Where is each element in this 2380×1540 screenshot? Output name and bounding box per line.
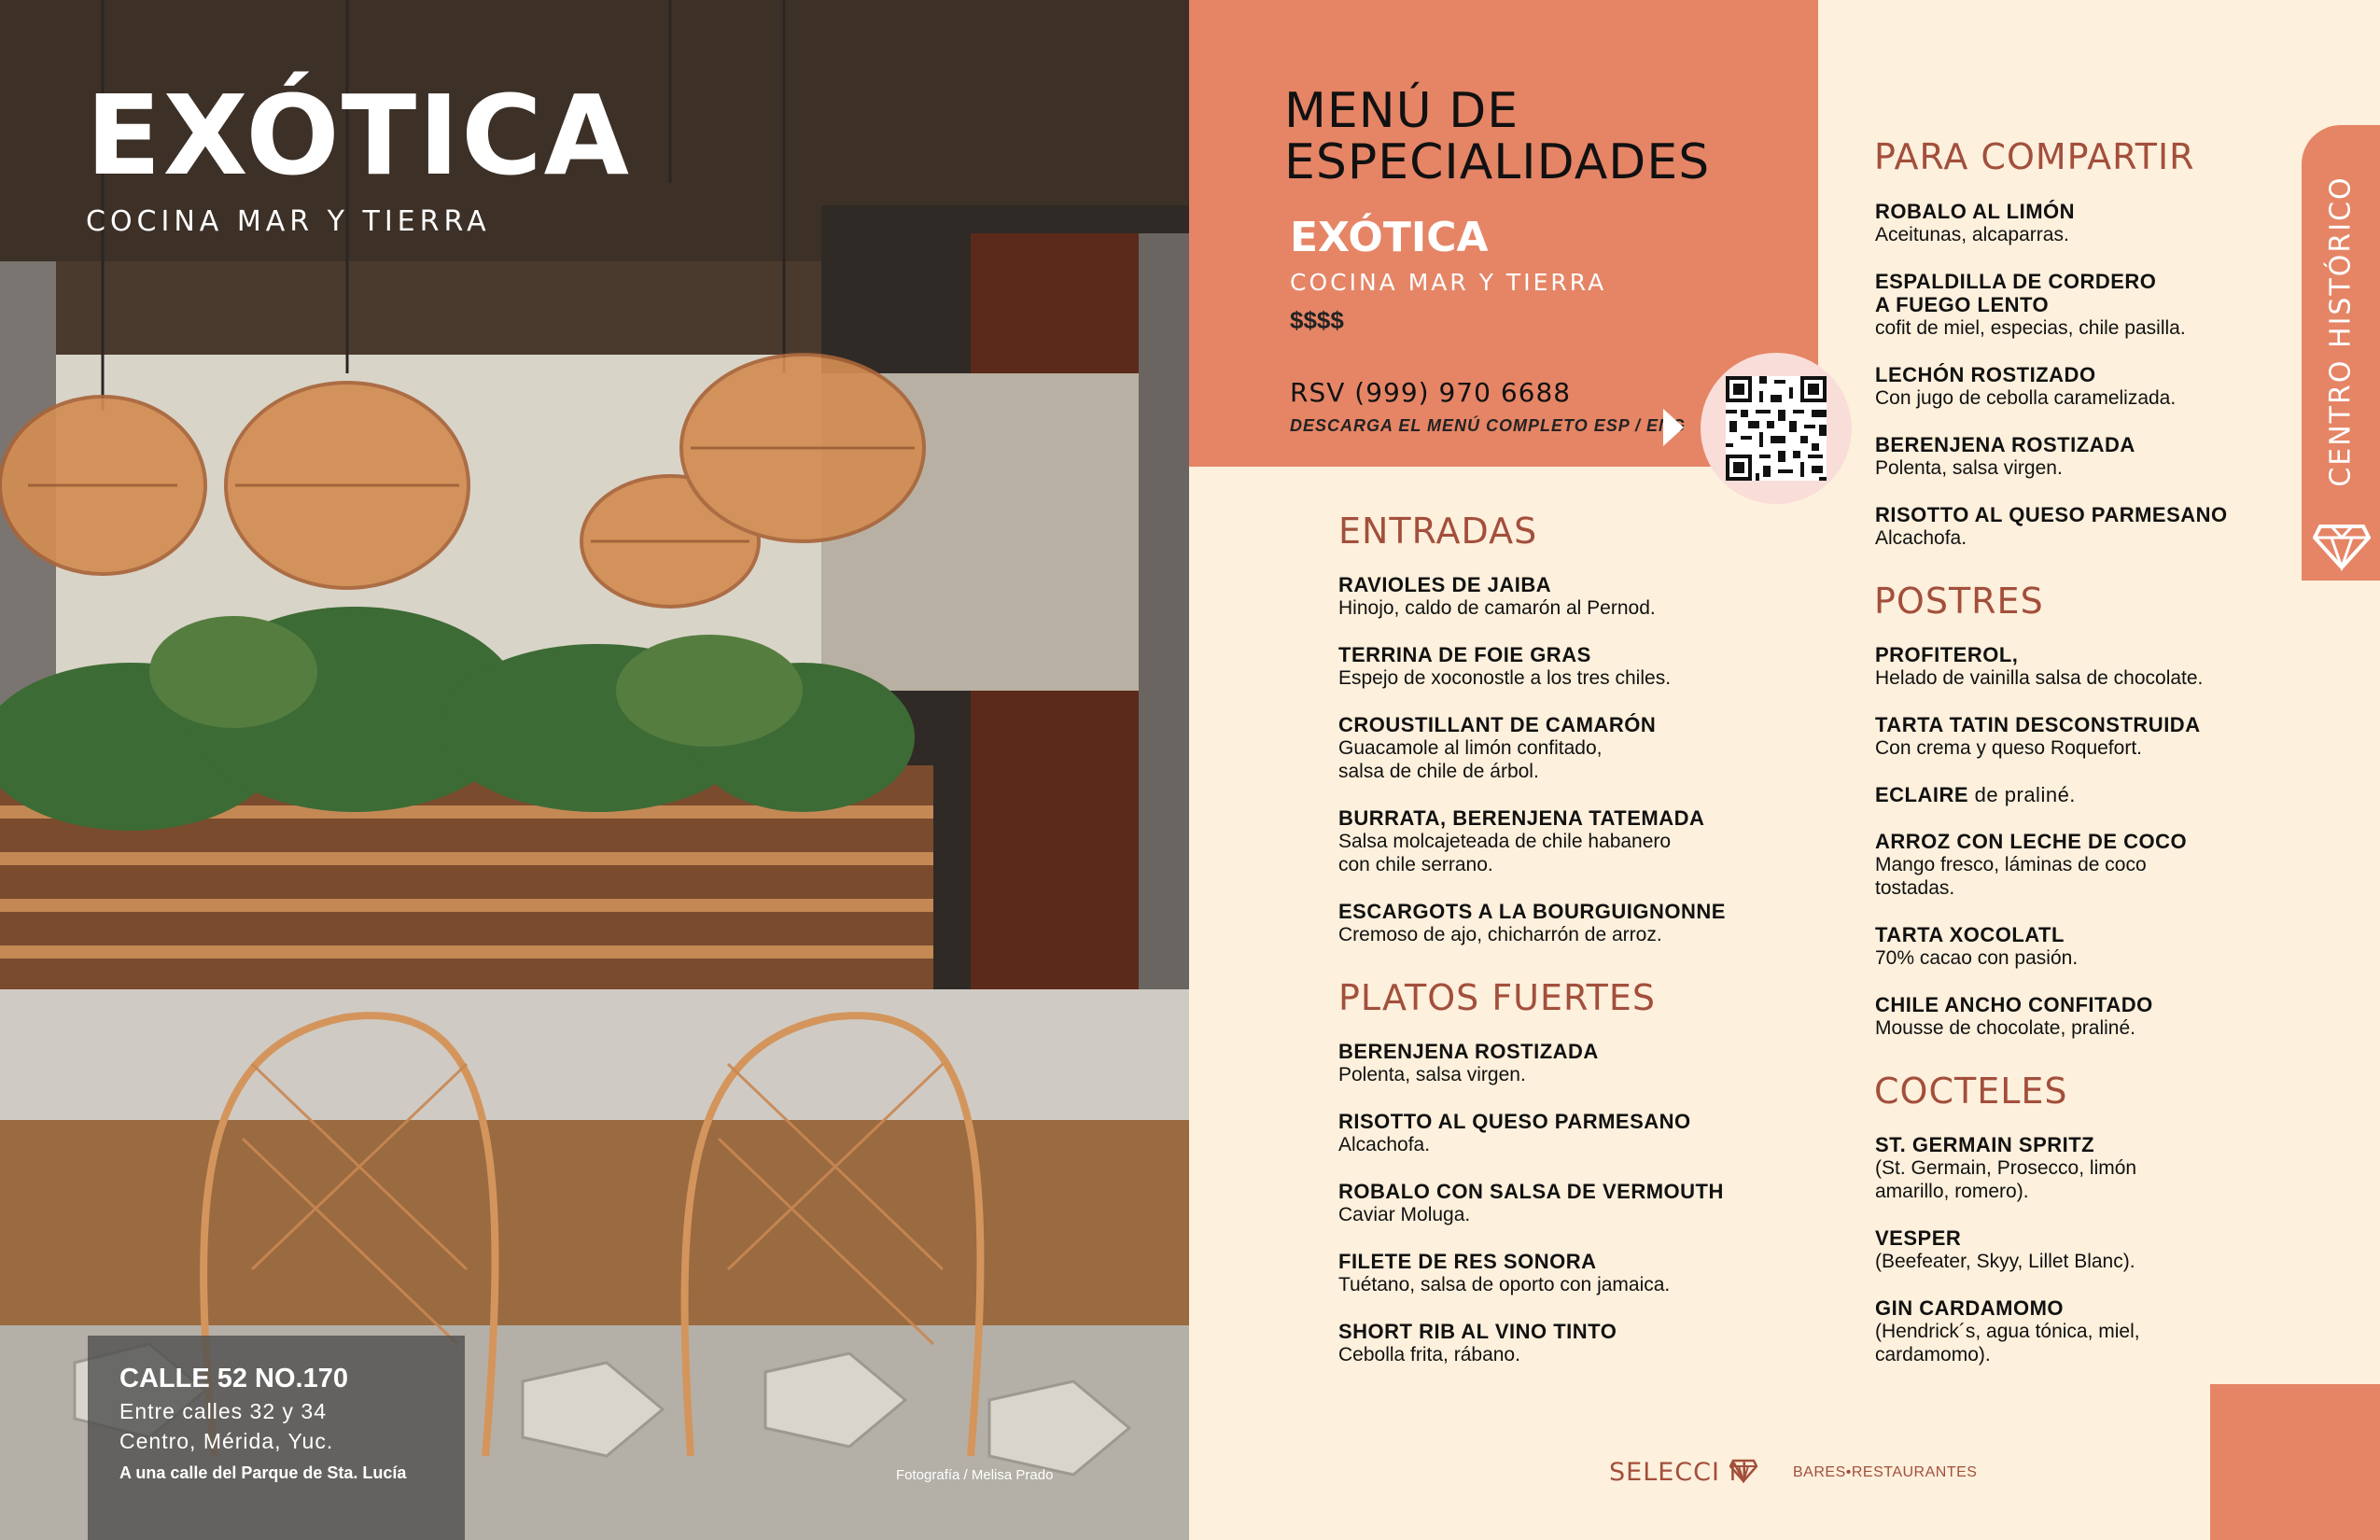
menu-item: [1338, 900, 1726, 946]
section-title-para-compartir: PARA COMPARTIR: [1874, 136, 2195, 177]
item-description-2: con chile serrano.: [1338, 854, 1493, 875]
item-description-2: cardamomo).: [1875, 1344, 1991, 1365]
item-description: Con jugo de cebolla caramelizada.: [1875, 387, 2177, 409]
item-name: [1875, 783, 2076, 806]
item-name: BERENJENA ROSTIZADA: [1338, 1040, 1599, 1063]
item-name: ROBALO AL LIMÓN: [1875, 200, 2076, 223]
menu-item: [1875, 1296, 2140, 1366]
item-name: CROUSTILLANT DE CAMARÓN: [1338, 713, 1657, 736]
menu-item: [1338, 1040, 1599, 1086]
item-name: ROBALO CON SALSA DE VERMOUTH: [1338, 1180, 1724, 1203]
item-description: Polenta, salsa virgen.: [1338, 1064, 1526, 1085]
download-menu-text: DESCARGA EL MENÚ COMPLETO ESP / ENG: [1290, 416, 1687, 435]
address-between: Entre calles 32 y 34: [119, 1399, 328, 1423]
menu-title: [1284, 83, 1711, 190]
menu-item: [1338, 1320, 1617, 1366]
menu-item: [1338, 806, 1704, 876]
item-description-2: salsa de chile de árbol.: [1338, 761, 1539, 782]
item-description: Mousse de chocolate, praliné.: [1875, 1017, 2135, 1039]
item-description: Alcachofa.: [1875, 527, 1967, 549]
price-level: $$$$: [1290, 306, 1344, 334]
footer-subbrand: BARES•RESTAURANTES: [1793, 1464, 1978, 1480]
section-title-cocteles: COCTELES: [1874, 1071, 2068, 1112]
menu-item: [1338, 1110, 1691, 1156]
item-name: RAVIOLES DE JAIBA: [1338, 573, 1552, 596]
footer-brand: SELECCI N: [1609, 1458, 1749, 1487]
menu-item: [1875, 923, 2078, 970]
item-name: LECHÓN ROSTIZADO: [1875, 363, 2096, 386]
menu-item: [1875, 783, 2076, 806]
item-description: Alcachofa.: [1338, 1134, 1431, 1155]
item-name-bold: ECLAIRE: [1875, 783, 1969, 806]
menu-item: [1338, 713, 1656, 783]
item-name: ST. GERMAIN SPRITZ: [1875, 1133, 2095, 1156]
item-description: Cebolla frita, rábano.: [1338, 1344, 1520, 1365]
item-description: (St. Germain, Prosecco, limón: [1875, 1157, 2137, 1179]
section-title-entradas: ENTRADAS: [1338, 511, 1538, 552]
item-description: Espejo de xoconostle a los tres chiles.: [1338, 667, 1672, 689]
corner-accent: [2210, 1384, 2380, 1540]
item-name-2: A FUEGO LENTO: [1875, 293, 2050, 316]
qr-code-badge[interactable]: [1701, 353, 1852, 504]
item-description: Cremoso de ajo, chicharrón de arroz.: [1338, 924, 1662, 945]
restaurant-subtitle: COCINA MAR Y TIERRA: [1290, 269, 1607, 296]
item-description: Helado de vainilla salsa de chocolate.: [1875, 667, 2204, 689]
item-name: BURRATA, BERENJENA TATEMADA: [1338, 806, 1705, 830]
item-description: (Beefeater, Skyy, Lillet Blanc).: [1875, 1251, 2135, 1272]
item-name: CHILE ANCHO CONFITADO: [1875, 993, 2153, 1016]
menu-item: [1875, 1133, 2136, 1203]
address-city: Centro, Mérida, Yuc.: [119, 1429, 334, 1453]
item-description: Tuétano, salsa de oporto con jamaica.: [1338, 1274, 1671, 1295]
menu-item: [1875, 503, 2228, 550]
photo-credit: Fotografía / Melisa Prado: [896, 1467, 1054, 1483]
menu-item: [1875, 433, 2135, 480]
item-description: 70% cacao con pasión.: [1875, 947, 2079, 969]
item-inline-desc: de praliné.: [1968, 783, 2076, 806]
item-description: Aceitunas, alcaparras.: [1875, 224, 2069, 245]
item-name: TERRINA DE FOIE GRAS: [1338, 643, 1591, 666]
footer-diamond-icon: [1729, 1459, 1757, 1483]
restaurant-name: EXÓTICA: [1290, 214, 1489, 261]
item-name: PROFITEROL,: [1875, 643, 2019, 666]
item-description: Con crema y queso Roquefort.: [1875, 737, 2142, 759]
item-name: RISOTTO AL QUESO PARMESANO: [1338, 1110, 1691, 1133]
qr-code-icon: [1726, 376, 1827, 481]
arrow-right-icon: [1663, 409, 1684, 446]
side-tab-label-wrap: [2303, 145, 2378, 518]
brand-title: EXÓTICA: [86, 71, 632, 200]
side-tab-label: CENTRO HISTÓRICO: [2324, 175, 2358, 487]
item-name: ARROZ CON LECHE DE COCO: [1875, 830, 2188, 853]
menu-item: [1875, 270, 2186, 340]
menu-item: [1338, 1250, 1670, 1296]
item-description: Caviar Moluga.: [1338, 1204, 1471, 1225]
item-name: SHORT RIB AL VINO TINTO: [1338, 1320, 1617, 1343]
menu-item: [1875, 993, 2153, 1040]
menu-item: [1338, 573, 1656, 620]
item-description: Mango fresco, láminas de coco: [1875, 854, 2147, 875]
menu-item: [1338, 1180, 1724, 1226]
item-description: Guacamole al limón confitado,: [1338, 737, 1603, 759]
menu-item: [1338, 643, 1671, 690]
menu-item: [1875, 1226, 2135, 1273]
item-name: TARTA TATIN DESCONSTRUIDA: [1875, 713, 2201, 736]
brand-subtitle: COCINA MAR Y TIERRA: [86, 205, 491, 238]
item-description: cofit de miel, especias, chile pasilla.: [1875, 317, 2186, 339]
address-box: [88, 1336, 465, 1540]
item-description-2: tostadas.: [1875, 877, 1955, 899]
item-name: ESPALDILLA DE CORDERO: [1875, 270, 2157, 293]
item-name: TARTA XOCOLATL: [1875, 923, 2065, 946]
menu-item: [1875, 713, 2201, 760]
section-title-platos-fuertes: PLATOS FUERTES: [1338, 977, 1656, 1018]
menu-item: [1875, 363, 2176, 410]
item-name: GIN CARDAMOMO: [1875, 1296, 2065, 1320]
menu-title-line2: ESPECIALIDADES: [1284, 134, 1711, 190]
item-description: Polenta, salsa virgen.: [1875, 457, 2063, 479]
item-description: (Hendrick´s, agua tónica, miel,: [1875, 1321, 2140, 1342]
menu-title-line1: MENÚ DE: [1284, 83, 1519, 139]
section-title-postres: POSTRES: [1874, 581, 2044, 622]
item-description: Hinojo, caldo de camarón al Pernod.: [1338, 597, 1656, 619]
address-street: CALLE 52 NO.170: [119, 1364, 348, 1393]
item-name: FILETE DE RES SONORA: [1338, 1250, 1597, 1273]
brand-block: [86, 71, 632, 238]
item-name: RISOTTO AL QUESO PARMESANO: [1875, 503, 2228, 526]
item-name: VESPER: [1875, 1226, 1962, 1250]
menu-item: [1875, 200, 2075, 246]
address-reference: A una calle del Parque de Sta. Lucía: [119, 1463, 407, 1482]
menu-item: [1875, 643, 2203, 690]
item-name: ESCARGOTS A LA BOURGUIGNONNE: [1338, 900, 1726, 923]
item-description-2: amarillo, romero).: [1875, 1181, 2029, 1202]
menu-item: [1875, 830, 2187, 900]
reservation-phone[interactable]: RSV (999) 970 6688: [1290, 377, 1572, 408]
item-name: BERENJENA ROSTIZADA: [1875, 433, 2135, 456]
item-description: Salsa molcajeteada de chile habanero: [1338, 831, 1672, 852]
diamond-icon: [2313, 523, 2371, 571]
